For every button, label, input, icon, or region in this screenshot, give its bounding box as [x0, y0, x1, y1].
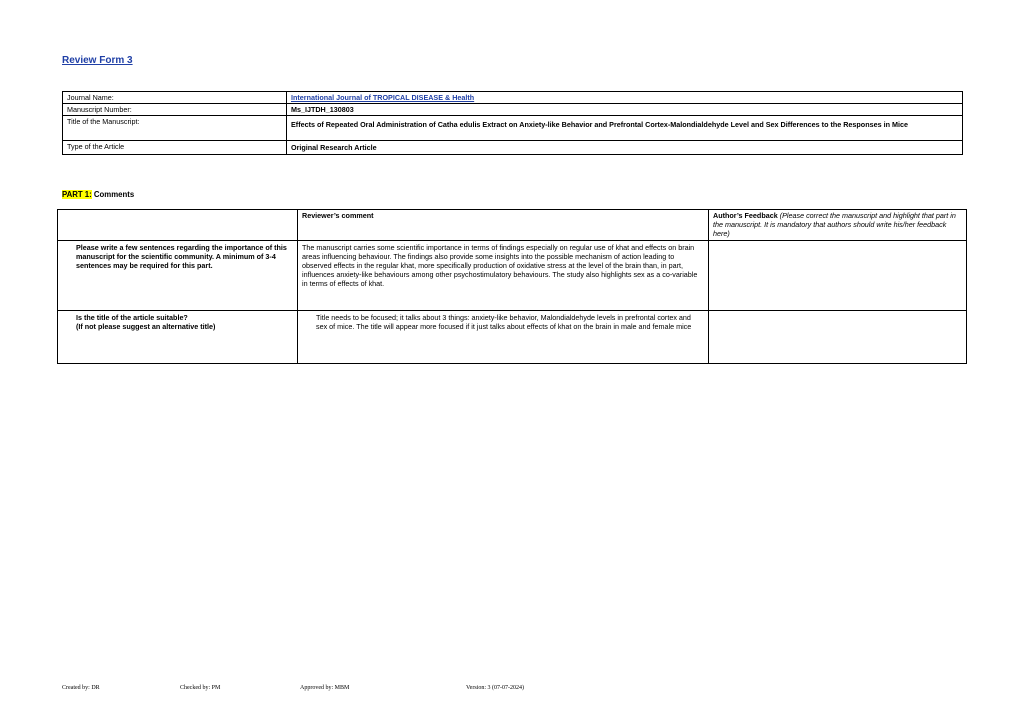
article-type-label: Type of the Article [63, 141, 287, 155]
manuscript-number-row [63, 104, 963, 116]
reviewer-comment-title: Title needs to be focused; it talks about 3 things: anxiety-like behavior, Malondialdehyde levels in prefrontal cortex and sex of mice. The title will appear more focused if it just talks about effects of khat on the brain in male and female mice [298, 311, 709, 364]
page-footer [0, 685, 1024, 695]
author-feedback-header [709, 210, 967, 241]
reviewer-comment-importance: The manuscript carries some scientific importance in terms of findings especially on regular use of khat and effects on brain areas influencing behaviour. The findings also provide some insights into the possible mechanism of action leading to observed effects in the regular khat, more specifically production of oxidative stress at the level of the brain than, in part, influences anxiety-like behaviours among other psychostimulatory behaviours. The study also highlights sex as a co-variable in terms of effects of khat. [298, 241, 709, 311]
part1-label: PART 1: [62, 190, 92, 199]
author-feedback-importance[interactable] [709, 241, 967, 311]
article-type-row [63, 141, 963, 155]
author-feedback-title[interactable] [709, 311, 967, 364]
manuscript-info-table [62, 91, 963, 155]
comments-header-row [58, 210, 967, 241]
comment-row-importance [58, 241, 967, 311]
part1-title: Comments [91, 190, 135, 199]
comment-row-title [58, 311, 967, 364]
question-title: Is the title of the article suitable? (If not please suggest an alternative title) [58, 311, 298, 364]
author-feedback-header-note: (Please correct the manuscript and highlight that part in the manuscript. It is mandatory that authors should write his/her feedback here) [713, 211, 956, 238]
part1-heading [62, 190, 134, 199]
form-title: Review Form 3 [62, 55, 133, 66]
footer-checked-by: Checked by: PM [180, 685, 221, 691]
journal-label: Journal Name: [63, 92, 287, 104]
footer-approved-by: Approved by: MBM [300, 685, 350, 691]
journal-value-cell [287, 92, 963, 104]
reviewer-comment-header: Reviewer’s comment [298, 210, 709, 241]
footer-version: Version: 3 (07-07-2024) [466, 685, 524, 691]
journal-link[interactable]: International Journal of TROPICAL DISEASE & Health [291, 93, 475, 102]
journal-row [63, 92, 963, 104]
manuscript-title-label: Title of the Manuscript: [63, 116, 287, 141]
manuscript-number-value: Ms_IJTDH_130803 [287, 104, 963, 116]
manuscript-title-row [63, 116, 963, 141]
footer-created-by: Created by: DR [62, 685, 100, 691]
manuscript-number-label: Manuscript Number: [63, 104, 287, 116]
manuscript-title-value: Effects of Repeated Oral Administration of Catha edulis Extract on Anxiety-like Behavior and Prefrontal Cortex-Malondialdehyde Level and Sex Differences to the Responses in Mice [287, 116, 963, 141]
author-feedback-header-title: Author’s Feedback [713, 211, 778, 220]
question-header-cell [58, 210, 298, 241]
comments-table [57, 209, 967, 364]
question-importance: Please write a few sentences regarding the importance of this manuscript for the scientific community. A minimum of 3-4 sentences may be required for this part. [58, 241, 298, 311]
article-type-value: Original Research Article [287, 141, 963, 155]
